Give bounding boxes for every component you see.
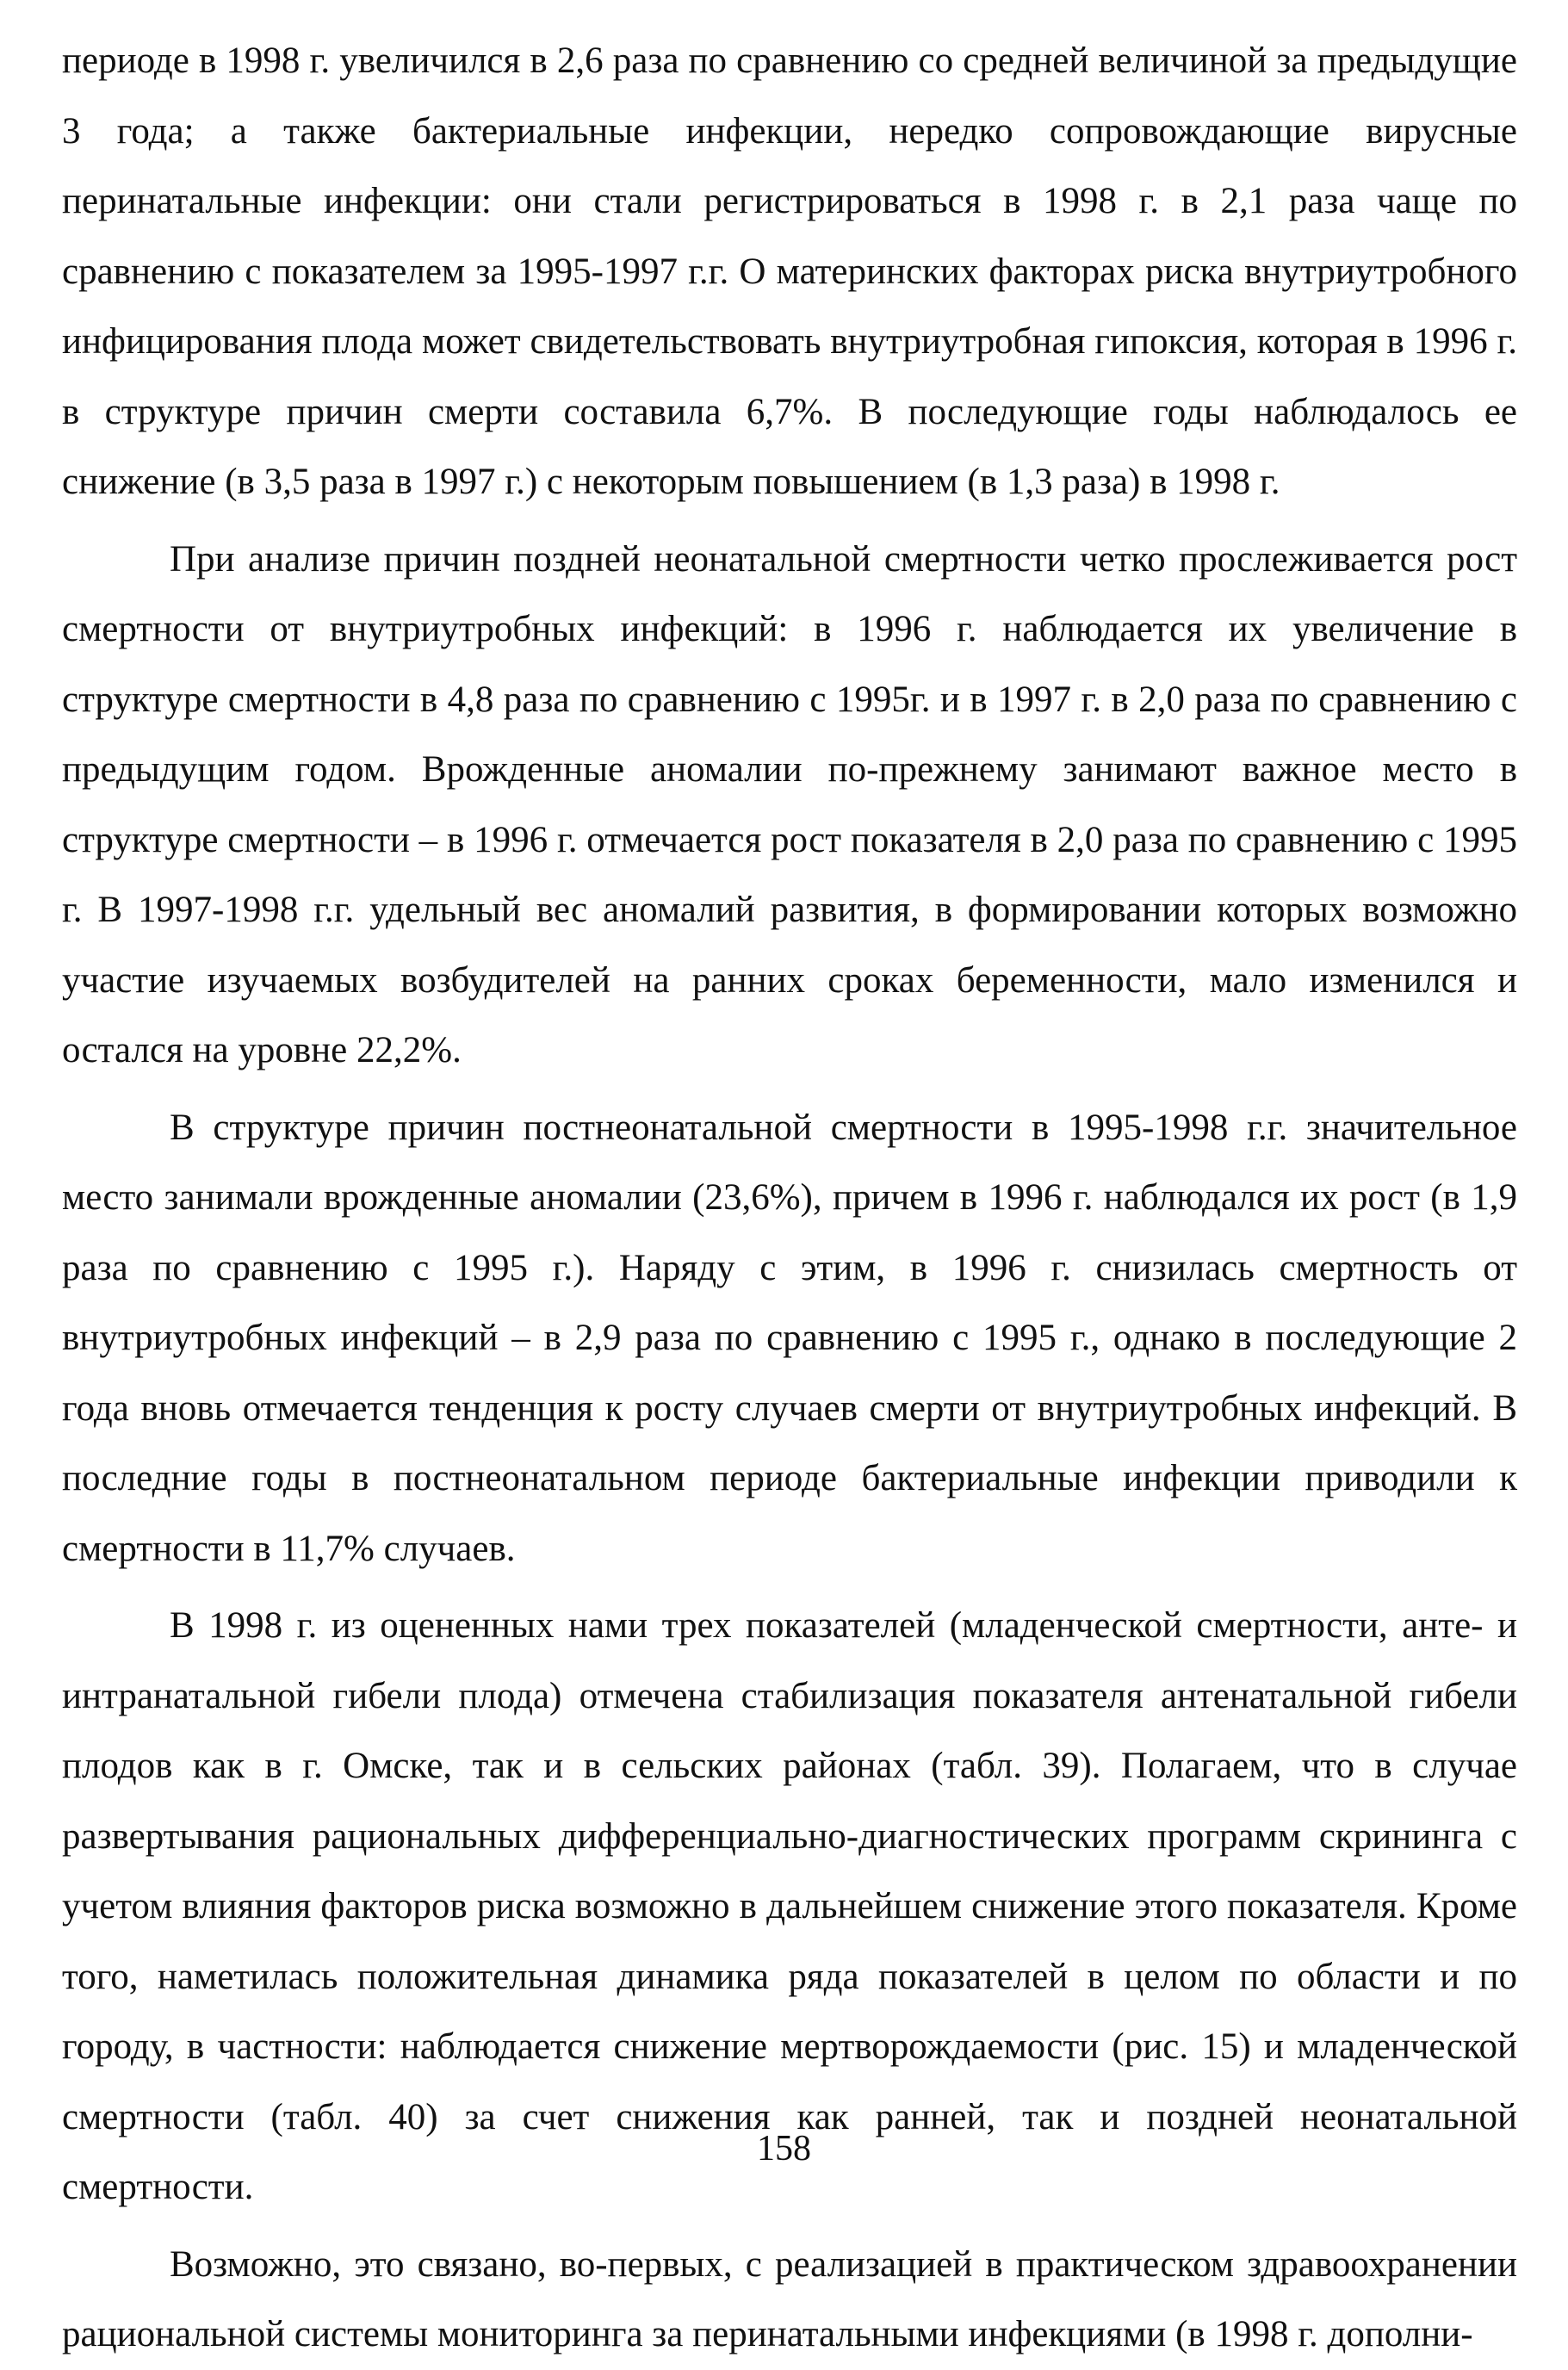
page-number: 158 (757, 2129, 811, 2168)
body-text (62, 26, 1517, 2370)
paragraph-3: В структуре причин постнеонатальной смертности в 1995-1998 г.г. значительное место занимали врожденные аномалии (23,6%), причем в 1996 г. наблюдался их рост (в 1,9 раза по сравнению с 1995 г.). Наряду с этим, в 1996 г. снизилась смертность от внутриутробных инфекций – в 2,9 раза по сравнению с 1995 г., однако в последующие 2 года вновь отмечается тенденция к росту случаев смерти от внутриутробных инфекций. В последние годы в постнеонатальном периоде бактериальные инфекции приводили к смертности в 11,7% случаев. (62, 1107, 1517, 1569)
paragraph-4: В 1998 г. из оцененных нами трех показателей (младенческой смертности, анте- и интранатальной гибели плода) отмечена стабилизация показателя антенатальной гибели плодов как в г. Омске, так и в сельских районах (табл. 39). Полагаем, что в случае развертывания рациональных дифференциально-диагностических программ скрининга с учетом влияния факторов риска возможно в дальнейшем снижение этого показателя. Кроме того, наметилась положительная динамика ряда показателей в целом по области и по городу, в частности: наблюдается снижение мертворождаемости (рис. 15) и младенческой смертности (табл. 40) за счет снижения как ранней, так и поздней неонатальной смертности. (62, 1605, 1517, 2207)
paragraph-5: Возможно, это связано, во-первых, с реализацией в практическом здравоохранении рациональной системы мониторинга за перинатальными инфекциями (в 1998 г. дополни- (62, 2243, 1517, 2354)
paragraph-2: При анализе причин поздней неонатальной смертности четко прослеживается рост смертности от внутриутробных инфекций: в 1996 г. наблюдается их увеличение в структуре смертности в 4,8 раза по сравнению с 1995г. и в 1997 г. в 2,0 раза по сравнению с предыдущим годом. Врожденные аномалии по-прежнему занимают важное место в структуре смертности – в 1996 г. отмечается рост показателя в 2,0 раза по сравнению с 1995 г. В 1997-1998 г.г. удельный вес аномалий развития, в формировании которых возможно участие изучаемых возбудителей на ранних сроках беременности, мало изменился и остался на уровне 22,2%. (62, 538, 1517, 1070)
paragraph-1: периоде в 1998 г. увеличился в 2,6 раза по сравнению со средней величиной за предыдущие 3 года; а также бактериальные инфекции, нередко сопровождающие вирусные перинатальные инфекции: они стали регистрироваться в 1998 г. в 2,1 раза чаще по сравнению с показателем за 1995-1997 г.г. О материнских факторах риска внутриутробного инфицирования плода может свидетельствовать внутриутробная гипоксия, которая в 1996 г. в структуре причин смерти составила 6,7%. В последующие годы наблюдалось ее снижение (в 3,5 раза в 1997 г.) с некоторым повышением (в 1,3 раза) в 1998 г. (62, 40, 1517, 502)
